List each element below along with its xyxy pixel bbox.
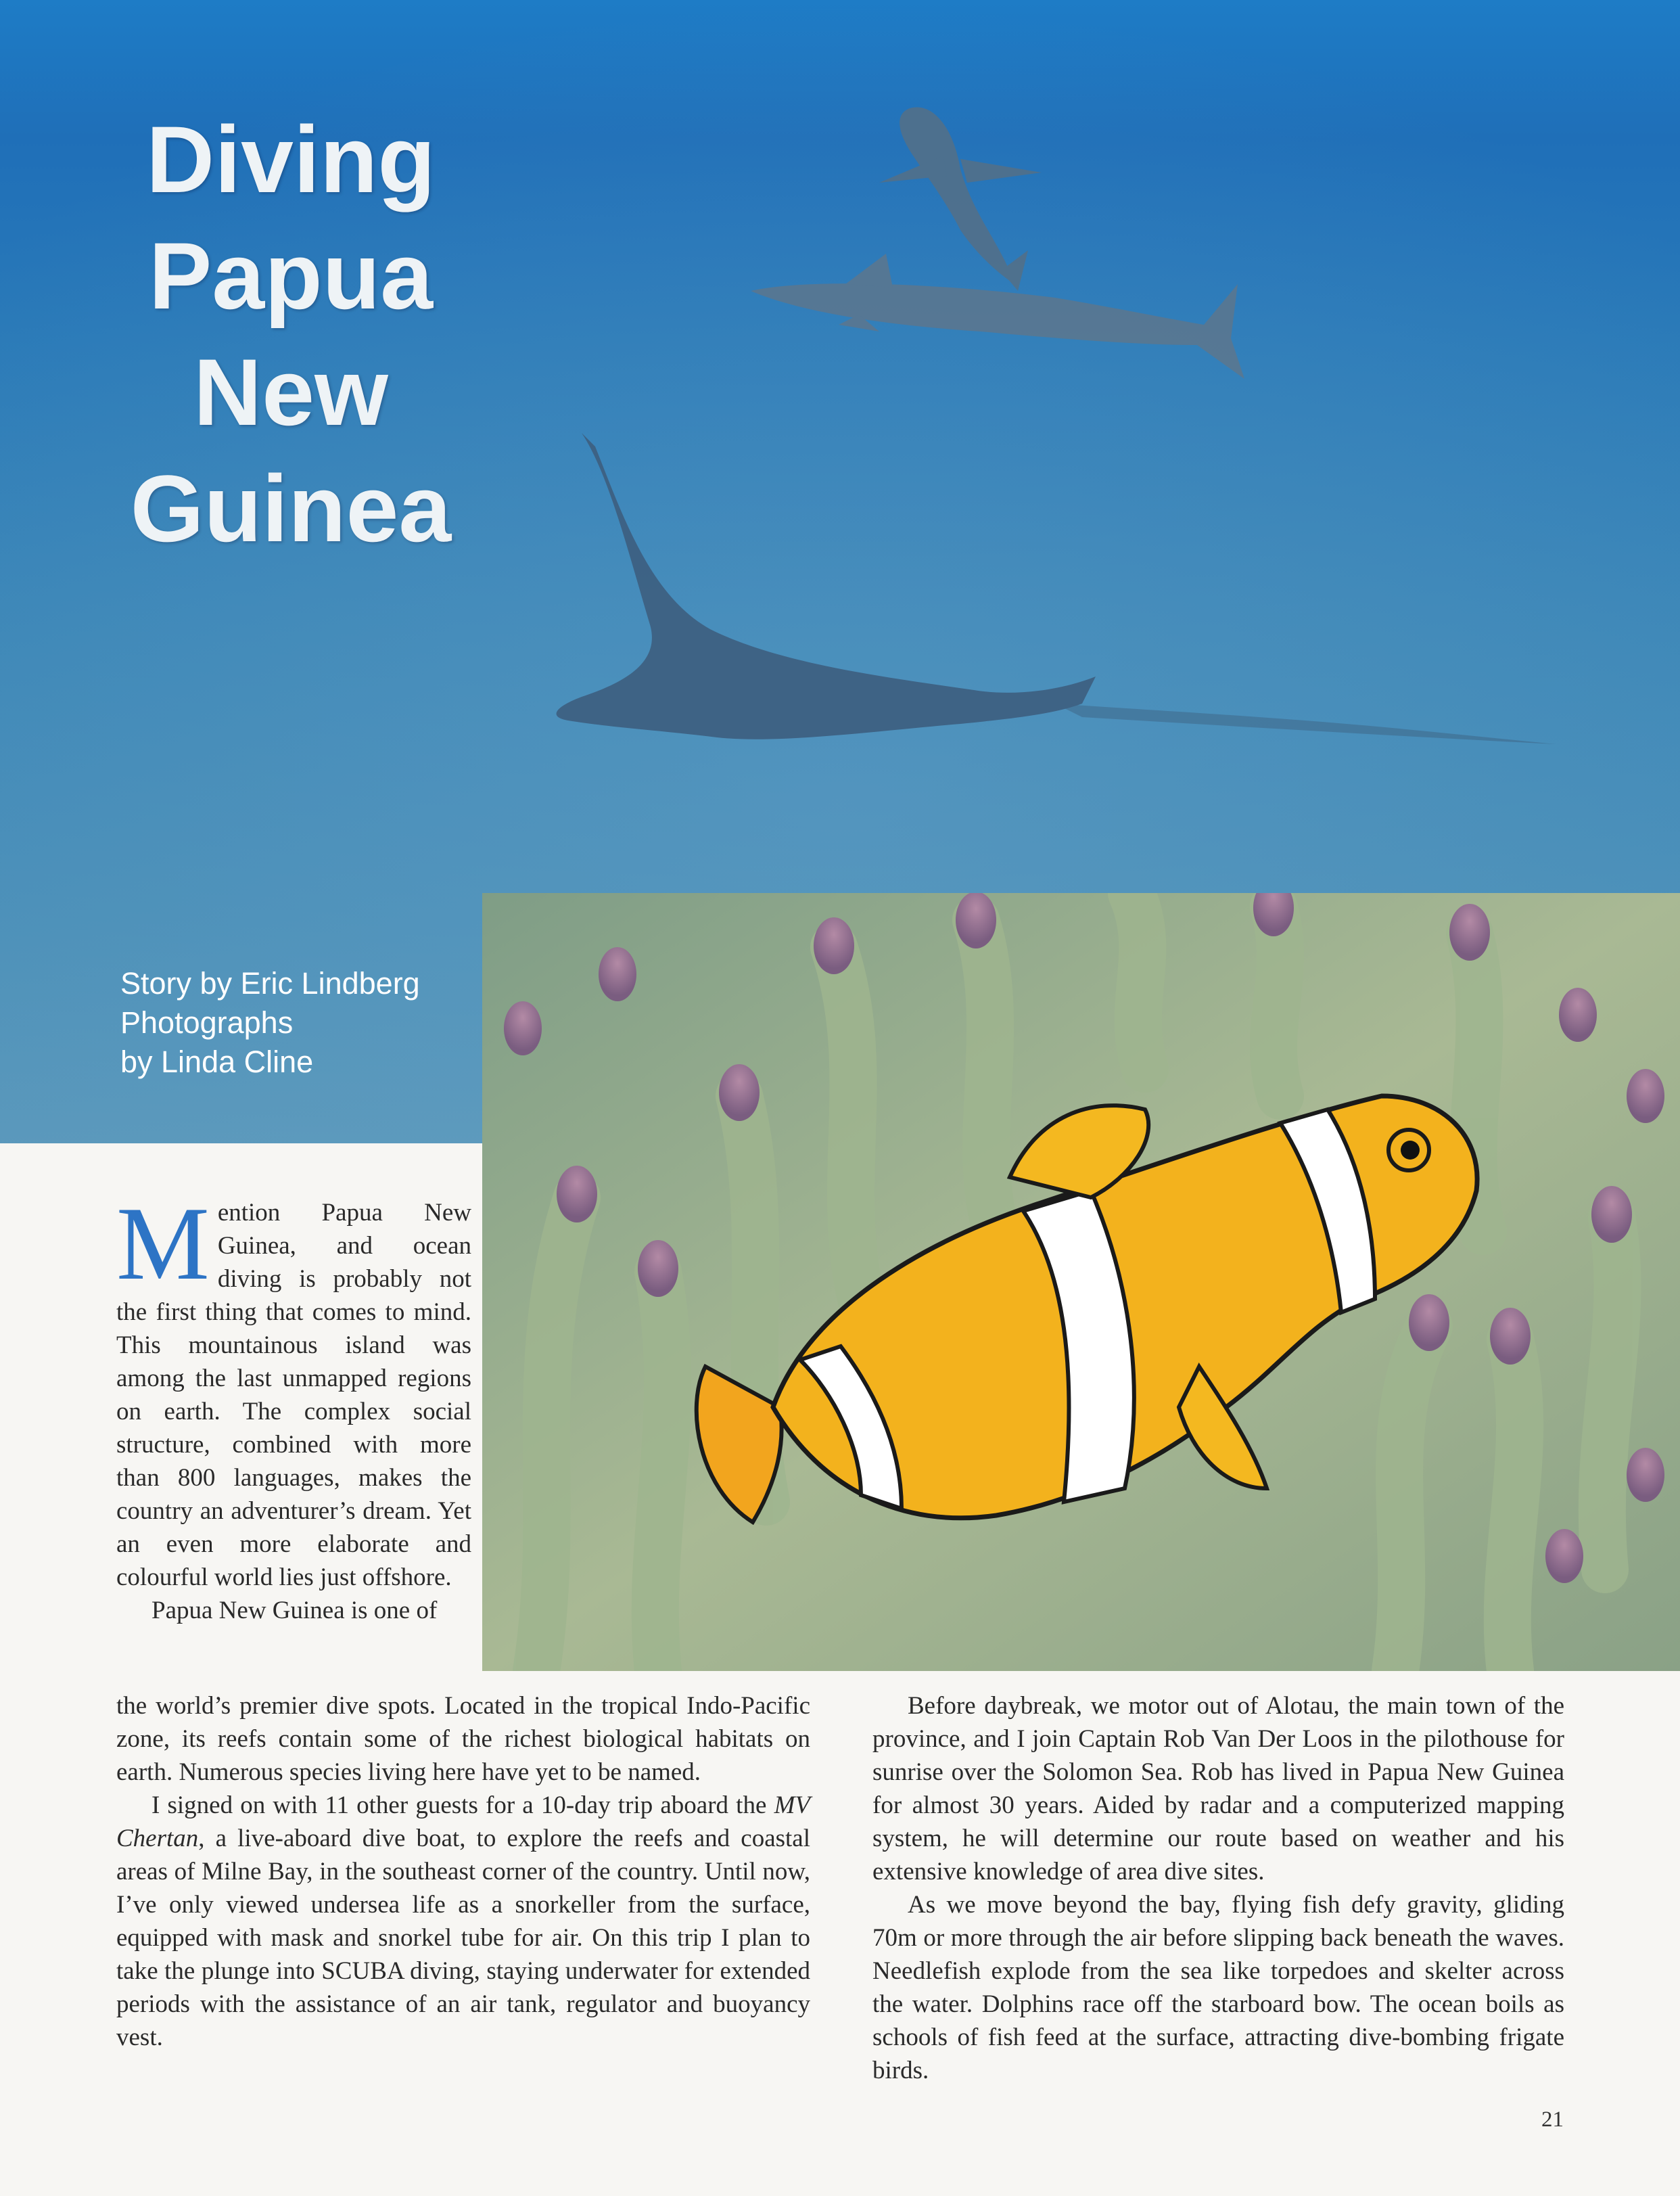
paragraph-5: As we move beyond the bay, flying fish defy gravity, gliding 70m or more through the air before slipping back beneath the waves. Needlefish explode from the sea like torpedoes and skelter across the water. Dolphins race off the starboard bow. The ocean boils as schools of fish feed at the surface, attracting dive-bombing frigate birds.	[872, 1891, 1564, 2084]
article-title	[101, 101, 480, 567]
clownfish-photo	[482, 893, 1680, 1671]
paragraph-3-text: , a live-aboard dive boat, to explore the reefs and coastal areas of Milne Bay, in the southeast corner of the country. Until now, I’ve only viewed undersea life as a snorkeller from the surface, equipped with mask and snorkel tube for air. On this trip I plan to take the plunge into SCUBA diving, staying underwater for extended periods with the assistance of an air tank, regulator and buoyancy vest.	[116, 1825, 810, 2051]
drop-cap: M	[116, 1185, 210, 1302]
paragraph-3	[116, 1789, 810, 2054]
paragraph-2-rest: the world’s premier dive spots. Located in the tropical Indo-Pacific zone, its reefs contain some of the richest biological habitats on earth. Numerous species living here have yet to be named.	[116, 1692, 810, 1786]
intro-text: ention Papua New Guinea, and ocean diving is probably not the first thing that comes to mind. This mountainous island was among the last unmapped regions on earth. The complex social structure, combined with more than 800 languages, makes the country an adventurer’s dream. Yet an even more elaborate and colourful world lies just offshore.	[116, 1199, 471, 1591]
clownfish-anemone-illustration	[482, 893, 1680, 1671]
title-line: Diving	[146, 106, 436, 212]
paragraph-3-text: I signed on with 11 other guests for a 10-day trip aboard the	[151, 1791, 774, 1819]
byline-line: Photographs	[120, 1005, 294, 1040]
byline-line: Story by Eric Lindberg	[120, 966, 420, 1001]
boat-name: MV Chertan	[116, 1791, 810, 1852]
article-left-column	[116, 1689, 810, 2054]
intro-paragraph	[116, 1185, 471, 1594]
page-number: 21	[1541, 2107, 1564, 2132]
title-line: Guinea	[130, 455, 452, 562]
article-right-column	[872, 1689, 1564, 2087]
title-line: Papua	[148, 223, 434, 329]
paragraph-4: Before daybreak, we motor out of Alotau, the main town of the province, and I join Captain Rob Van Der Loos in the pilothouse for sunrise over the Solomon Sea. Rob has lived in Papua New Guinea for almost 30 years. Aided by radar and a computerized mapping system, he will determine our route based on weather and his extensive knowledge of area dive sites.	[872, 1692, 1564, 1885]
article-intro-column	[116, 1185, 471, 1627]
byline-line: by Linda Cline	[120, 1045, 314, 1079]
byline	[120, 964, 420, 1082]
paragraph-2-start: Papua New Guinea is one of	[151, 1597, 438, 1624]
title-line: New	[193, 339, 388, 445]
